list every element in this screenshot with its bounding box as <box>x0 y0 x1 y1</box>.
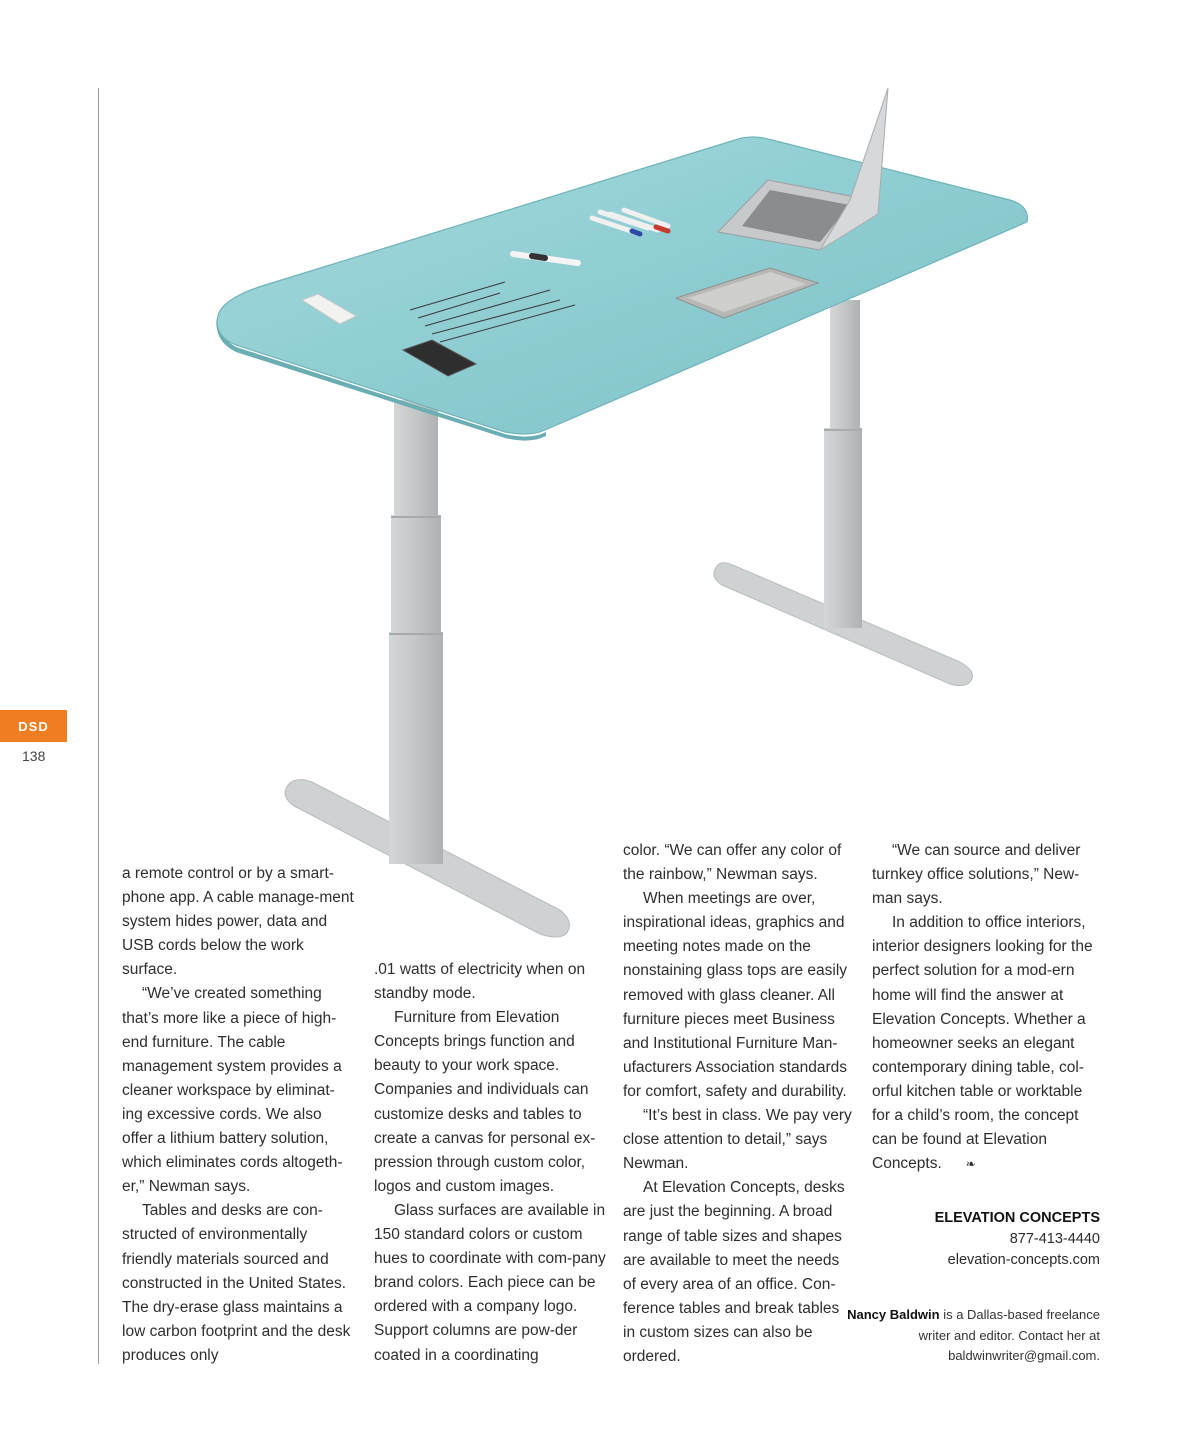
paragraph: Tables and desks are con-structed of environmentally friendly materials sourced and constructed in the United States. The dry-erase glass maintains a low carbon footprint and the desk produces only <box>122 1202 351 1364</box>
glass-desktop <box>217 137 1028 441</box>
paragraph: Furniture from Elevation Concepts brings function and beauty to your work space. Companies and individuals can customize desks and tables to create a canvas for personal ex-pression through custom color, logos and custom images. <box>374 1009 596 1195</box>
paragraph: At Elevation Concepts, desks are just the beginning. A broad range of table sizes and shapes are available to meet the needs of every area of an office. Con-ference tables and break tables in custom sizes can also be ordered. <box>623 1179 845 1365</box>
section-tab: DSD <box>0 710 67 742</box>
contact-block <box>935 1208 1100 1271</box>
paragraph-text: In addition to office interiors, interior designers looking for the perfect solution for a mod-ern home will find the answer at Elevation Concepts. Whether a homeowner seeks an elegant contemporary dining table, col-orful kitchen table or worktable for a child’s room, the concept can be found at Elevation Concepts. <box>872 914 1093 1173</box>
author-name: Nancy Baldwin <box>847 1307 940 1322</box>
company-name: ELEVATION CONCEPTS <box>934 1210 1100 1226</box>
company-website: elevation-concepts.com <box>947 1252 1100 1268</box>
article-column-1 <box>122 862 354 1368</box>
end-mark-icon: ❧ <box>965 1157 976 1172</box>
paragraph: color. “We can offer any color of the rainbow,” Newman says. <box>623 842 842 884</box>
paragraph <box>872 911 1104 1176</box>
paragraph: “We can source and deliver turnkey office solutions,” New-man says. <box>872 842 1081 908</box>
paragraph: a remote control or by a smart-phone app. A cable manage-ment system hides power, data and USB cords below the work surface. <box>122 865 354 979</box>
paragraph: Glass surfaces are available in 150 standard colors or custom hues to coordinate with com-pany brand colors. Each piece can be ordered with a company logo. Support columns are pow-der coated in a coordinating <box>374 1201 606 1364</box>
paragraph: When meetings are over, inspirational ideas, graphics and meeting notes made on the nonstaining glass tops are easily removed with glass cleaner. All furniture pieces meet Business and Institutional Furniture Man-ufacturers Association standards for comfort, safety and durability. <box>623 890 848 1100</box>
author-bio <box>840 1305 1100 1367</box>
article-column-2 <box>374 958 606 1368</box>
article-column-4 <box>872 839 1104 1176</box>
author-bio-text: is a Dallas-based freelance writer and editor. Contact her at baldwinwriter@gmail.com. <box>918 1307 1100 1363</box>
paragraph: “It’s best in class. We pay very close attention to detail,” says Newman. <box>623 1107 852 1173</box>
paragraph: .01 watts of electricity when on standby mode. <box>374 961 586 1003</box>
article-column-3 <box>623 839 855 1369</box>
desk-leg-front <box>389 400 443 864</box>
desk-leg-back <box>824 300 862 628</box>
paragraph: “We’ve created something that’s more like a piece of high-end furniture. The cable management system provides a cleaner workspace by eliminat-ing excessive cords. We also offer a lithium battery solution, which eliminates cords altogeth-er,” Newman says. <box>122 985 343 1196</box>
company-phone: 877-413-4440 <box>1009 1231 1100 1247</box>
page-number: 138 <box>22 748 46 764</box>
